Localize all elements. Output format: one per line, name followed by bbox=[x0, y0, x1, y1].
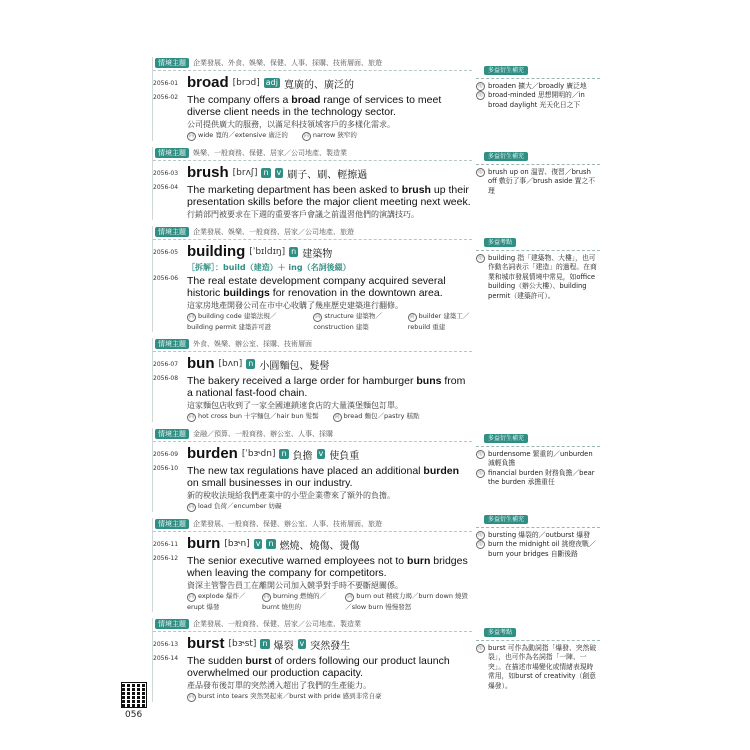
related-word: 同 load 負荷／encumber 妨礙 bbox=[188, 502, 282, 510]
pos-tag: n bbox=[248, 359, 254, 368]
related-words bbox=[187, 591, 472, 612]
note-mark-icon: 衍 bbox=[477, 92, 483, 98]
pos-tag: v bbox=[276, 168, 282, 177]
definition: 突然發生 bbox=[310, 640, 351, 652]
example-translation: 這家麵包店收到了一家全國連鎖速食店的大量漢堡麵包訂單。 bbox=[187, 401, 403, 410]
headword-row bbox=[153, 635, 472, 653]
pos-tag: v bbox=[318, 449, 324, 458]
vocab-entry bbox=[152, 338, 472, 422]
side-note-tag: 多益考點 bbox=[484, 238, 516, 247]
theme-tag: 情境主題 bbox=[155, 227, 189, 237]
side-note-line: 衍 burn the midnight oil 挑燈夜戰／burn your bridges 自斷後路 bbox=[477, 540, 596, 558]
page-number: 056 bbox=[125, 710, 143, 720]
related-word: 同 explode 爆炸／erupt 爆發 bbox=[187, 592, 246, 611]
headword-row bbox=[153, 243, 472, 261]
definition: 燃燒、燒傷、燙傷 bbox=[279, 540, 360, 552]
example-track-number[interactable]: 2056-12 bbox=[153, 555, 179, 562]
side-note-line: 衍 building 指「建築物、大樓」，也可作動名詞表示「建造」的過程。在商業和城市發展情境中常見，如office building（辦公大樓）、building permit（建築許可）。 bbox=[477, 253, 597, 300]
side-note-line: 衍 broad-minded 思想開明的／in broad daylight 光天化日之下 bbox=[477, 91, 585, 109]
theme-row bbox=[153, 518, 472, 532]
audio-track-number[interactable]: 2056-07 bbox=[153, 360, 179, 368]
example-sentence: The senior executive warned employees not to burn bridges when leaving the company for competitors. bbox=[187, 555, 468, 579]
related-word: 同 builder 建築工／rebuild 重建 bbox=[407, 312, 470, 331]
theme-row bbox=[153, 338, 472, 352]
theme-tag: 情境主題 bbox=[155, 148, 189, 158]
side-note bbox=[476, 152, 600, 196]
example-track-number[interactable]: 2056-14 bbox=[153, 655, 179, 662]
related-mark-icon: 同 bbox=[188, 133, 194, 139]
headword: burst bbox=[187, 635, 225, 652]
vocab-entry bbox=[152, 428, 472, 512]
theme-tag: 情境主題 bbox=[155, 339, 189, 349]
related-mark-icon: 同 bbox=[409, 314, 415, 320]
example-translation: 行銷部門被要求在下週的重要客戶會議之前溫習他們的演講技巧。 bbox=[187, 210, 419, 219]
example-sentence: The company offers a broad range of services to meet diverse client needs in the technology sector. bbox=[187, 94, 442, 118]
vocab-entry bbox=[152, 618, 472, 702]
side-note-tag: 多益衍生補充 bbox=[484, 152, 528, 161]
related-word: 同 hot cross bun 十字麵包／hair bun 髮髻 bbox=[188, 412, 319, 420]
example-sentence: The new tax regulations have placed an additional burden on small businesses in our industry. bbox=[187, 465, 460, 489]
related-word: 同 wide 寬的／extensive 廣泛的 bbox=[188, 131, 288, 139]
audio-track-number[interactable]: 2056-13 bbox=[153, 640, 179, 648]
note-mark-icon: 衍 bbox=[477, 254, 483, 261]
vocab-entry bbox=[152, 226, 472, 332]
related-words bbox=[187, 130, 472, 141]
related-word: 同 bread 麵包／pastry 糕點 bbox=[334, 412, 420, 420]
note-mark-icon: 衍 bbox=[477, 531, 483, 538]
theme-row bbox=[153, 226, 472, 240]
example-translation: 新的稅收法規給我們產業中的小型企業帶來了額外的負擔。 bbox=[187, 491, 395, 500]
phonetic: [bɝn] bbox=[224, 539, 250, 549]
related-words bbox=[187, 501, 472, 512]
pos-tag: n bbox=[263, 168, 269, 177]
side-note-line: 衍 brush up on 溫習、復習／brush off 敷衍了事／brush aside 置之不理 bbox=[477, 167, 596, 195]
headword-row bbox=[153, 74, 472, 92]
example-row bbox=[153, 375, 472, 399]
audio-track-number[interactable]: 2056-11 bbox=[153, 540, 179, 548]
phonetic: [bʌn] bbox=[218, 359, 243, 369]
definition: 寬廣的、廣泛的 bbox=[283, 79, 354, 91]
theme-row bbox=[153, 618, 472, 632]
side-note bbox=[476, 238, 600, 301]
example-track-number[interactable]: 2056-06 bbox=[153, 275, 179, 282]
related-words bbox=[187, 691, 472, 702]
related-mark-icon: 同 bbox=[188, 504, 194, 510]
pos-tag: v bbox=[255, 539, 261, 548]
pos-tag: n bbox=[291, 247, 297, 256]
related-words bbox=[187, 311, 472, 332]
side-note-tag: 多益衍生補充 bbox=[484, 434, 528, 443]
related-mark-icon: 同 bbox=[264, 594, 270, 600]
example-row bbox=[153, 555, 472, 579]
side-note-tag: 多益考點 bbox=[484, 628, 516, 637]
example-sentence: The sudden burst of orders following our product launch overwhelmed our production capacity. bbox=[187, 655, 450, 679]
pos-tag: adj bbox=[265, 78, 278, 87]
audio-track-number[interactable]: 2056-03 bbox=[153, 169, 179, 177]
definition: 使負重 bbox=[329, 450, 360, 462]
example-translation: 資深主管警告員工在離開公司加入競爭對手時不要斷絕關係。 bbox=[187, 581, 403, 590]
definition: 爆裂 bbox=[273, 640, 294, 652]
side-note bbox=[476, 515, 600, 559]
headword: broad bbox=[187, 74, 229, 91]
example-row bbox=[153, 275, 472, 299]
headword-row bbox=[153, 535, 472, 553]
note-mark-icon: 衍 bbox=[477, 541, 483, 547]
theme-row bbox=[153, 147, 472, 161]
side-note bbox=[476, 628, 600, 691]
side-note-line: 衍 burst 可作為動詞指「爆發、突然破裂」，也可作為名詞指「一陣、一突」。在描述市場變化或情緒表現時常用，如burst of creativity（創意爆發）。 bbox=[477, 643, 597, 690]
example-row bbox=[153, 655, 472, 679]
definition: 小圓麵包、髮髻 bbox=[259, 360, 330, 372]
theme-tag: 情境主題 bbox=[155, 519, 189, 529]
headword-row bbox=[153, 445, 472, 463]
phonetic: [bɝst] bbox=[228, 639, 257, 649]
theme-tag: 情境主題 bbox=[155, 58, 189, 68]
example-translation: 產品發布後訂單的突然湧入超出了我們的生產能力。 bbox=[187, 681, 371, 690]
example-row bbox=[153, 184, 472, 208]
related-mark-icon: 同 bbox=[188, 314, 194, 320]
theme-text: 企業發展、娛樂、一般商務、居家／公司地產、旅遊 bbox=[193, 228, 354, 236]
side-note-line: 衍 burdensome 繁重的／unburden 減輕負擔 bbox=[477, 449, 593, 467]
word-split: ［拆解］：build（建造）＋ ing（名詞後綴） bbox=[187, 263, 351, 272]
side-note-line: 衍 financial burden 財務負擔／bear the burden 承擔重任 bbox=[477, 468, 595, 486]
audio-track-number[interactable]: 2056-09 bbox=[153, 450, 179, 458]
theme-row bbox=[153, 57, 472, 71]
related-words bbox=[187, 411, 472, 422]
related-word: 同 structure 建築物／construction 建築 bbox=[313, 312, 382, 331]
related-word: 同 narrow 狹窄的 bbox=[303, 131, 357, 139]
qr-code[interactable] bbox=[122, 683, 146, 707]
side-note-line: 衍 broaden 擴大／broadly 廣泛地 bbox=[477, 81, 587, 90]
phonetic: [brɔd] bbox=[232, 78, 260, 88]
example-track-number[interactable]: 2056-08 bbox=[153, 375, 179, 382]
note-mark-icon: 衍 bbox=[477, 644, 483, 651]
phonetic: [ˈbɝdn] bbox=[241, 449, 276, 459]
theme-row bbox=[153, 428, 472, 442]
theme-tag: 情境主題 bbox=[155, 619, 189, 629]
theme-text: 金融／預算、一般商務、辦公室、人事、採購 bbox=[193, 430, 333, 438]
audio-track-number[interactable]: 2056-05 bbox=[153, 248, 179, 256]
headword: burn bbox=[187, 535, 221, 552]
pos-tag: v bbox=[299, 639, 305, 648]
side-note-tag: 多益衍生補充 bbox=[484, 66, 528, 75]
related-mark-icon: 同 bbox=[347, 594, 353, 600]
theme-tag: 情境主題 bbox=[155, 429, 189, 439]
example-sentence: The bakery received a large order for hamburger buns from a national fast-food chain. bbox=[187, 375, 466, 399]
side-note bbox=[476, 66, 600, 110]
pos-tag: n bbox=[281, 449, 287, 458]
note-mark-icon: 衍 bbox=[477, 450, 483, 457]
related-word: 同 burn out 精疲力竭／burn down 燒毀／slow burn 慢慢發怒 bbox=[345, 592, 469, 611]
theme-text: 娛樂、一般商務、保健、居家／公司地產、製造業 bbox=[193, 149, 347, 157]
example-row bbox=[153, 94, 472, 118]
example-track-number[interactable]: 2056-02 bbox=[153, 94, 179, 101]
related-word: 同 burning 燃燒的／burnt 燒焦的 bbox=[262, 592, 327, 611]
example-track-number[interactable]: 2056-04 bbox=[153, 184, 179, 191]
side-note-line: 衍 bursting 爆裂的／outburst 爆發 bbox=[477, 530, 590, 539]
theme-text: 企業發展、一般商務、保健、辦公室、人事、技術層面、旅遊 bbox=[193, 520, 382, 528]
headword: building bbox=[187, 243, 246, 260]
related-word: 同 building code 建築法規／building permit 建築許可證 bbox=[187, 312, 277, 331]
headword: bun bbox=[187, 355, 215, 372]
example-row bbox=[153, 465, 472, 489]
related-mark-icon: 同 bbox=[315, 314, 321, 320]
note-mark-icon: 衍 bbox=[477, 82, 483, 89]
main-column bbox=[152, 57, 472, 708]
theme-text: 企業發展、外食、娛樂、保健、人事、採購、技術層面、旅遊 bbox=[193, 59, 382, 67]
example-track-number[interactable]: 2056-10 bbox=[153, 465, 179, 472]
vocab-entry bbox=[152, 57, 472, 141]
theme-text: 企業發展、一般商務、保健、居家／公司地產、製造業 bbox=[193, 620, 361, 628]
related-mark-icon: 同 bbox=[188, 694, 194, 700]
audio-track-number[interactable]: 2056-01 bbox=[153, 79, 179, 87]
related-mark-icon: 同 bbox=[188, 414, 194, 420]
note-mark-icon: 衍 bbox=[477, 469, 483, 476]
example-sentence: The real estate development company acquired several historic buildings for renovation in the downtown area. bbox=[187, 275, 446, 299]
definition: 負擔 bbox=[292, 450, 313, 462]
headword-row bbox=[153, 355, 472, 373]
phonetic: [brʌʃ] bbox=[232, 168, 258, 178]
headword: burden bbox=[187, 445, 238, 462]
pos-tag: n bbox=[268, 539, 274, 548]
example-translation: 這家房地產開發公司在市中心收購了幾座歷史建築進行翻修。 bbox=[187, 301, 403, 310]
definition: 建築物 bbox=[302, 248, 333, 260]
headword-row bbox=[153, 164, 472, 182]
side-note-tag: 多益衍生補充 bbox=[484, 515, 528, 524]
pos-tag: n bbox=[262, 639, 268, 648]
phonetic: [ˈbɪldɪŋ] bbox=[249, 247, 286, 257]
theme-text: 外食、娛樂、辦公室、採購、技術層面 bbox=[193, 340, 312, 348]
note-mark-icon: 衍 bbox=[477, 168, 483, 175]
related-mark-icon: 同 bbox=[303, 133, 309, 139]
vocab-entry bbox=[152, 518, 472, 612]
side-note bbox=[476, 434, 600, 488]
definition: 刷子、刷、輕擦過 bbox=[287, 169, 368, 181]
example-sentence: The marketing department has been asked to brush up their presentation skills before the major client meeting next week. bbox=[187, 184, 471, 208]
headword: brush bbox=[187, 164, 229, 181]
example-translation: 公司提供廣大的服務，以滿足科技領域客戶的多樣化需求。 bbox=[187, 120, 395, 129]
related-mark-icon: 同 bbox=[334, 414, 340, 420]
vocab-entry bbox=[152, 147, 472, 220]
related-mark-icon: 同 bbox=[188, 594, 194, 600]
related-word: 同 burst into tears 突然哭起來／burst with pride 感到非常自豪 bbox=[188, 692, 382, 700]
